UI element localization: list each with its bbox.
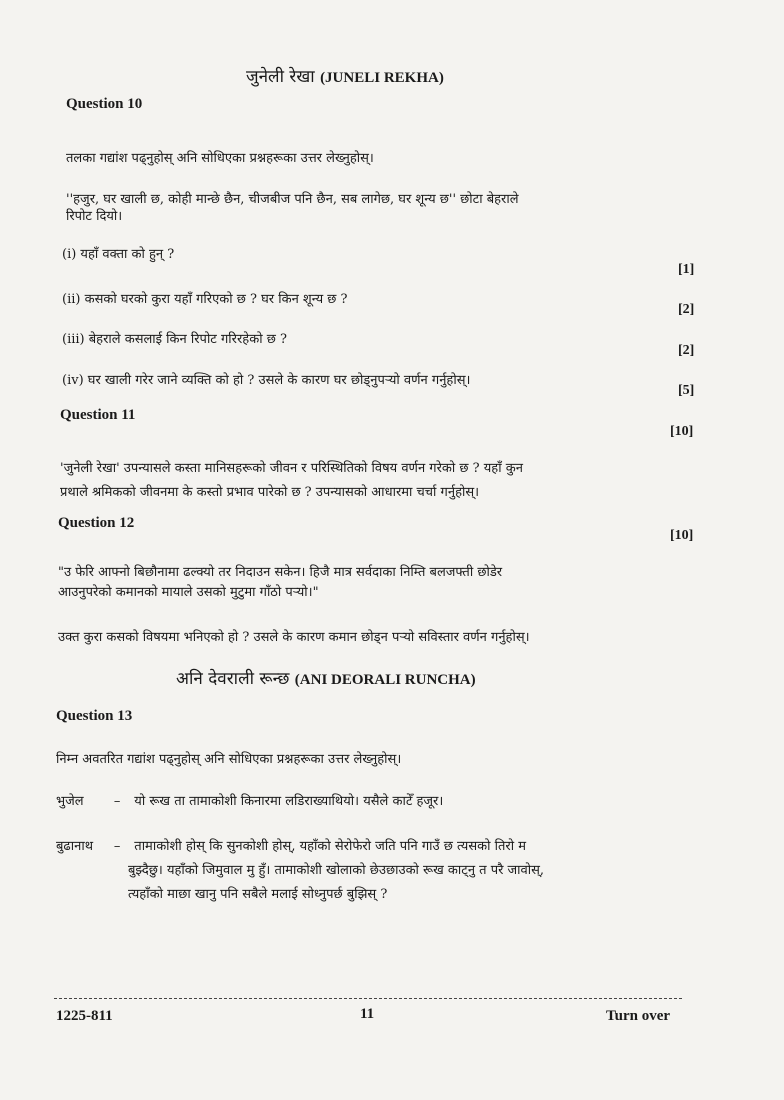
section-title-np: जुनेली रेखा [246,67,315,87]
section-title-en: (JUNELI REKHA) [320,70,444,86]
question-13-heading: Question 13 [56,708,133,724]
q10-quote-line1: ''हजुर, घर खाली छ, कोही मान्छे छैन, चीजबीज पनि छैन, सब लागेछ, घर शून्य छ'' छोटा बेहराले [66,192,519,207]
question-10-heading: Question 10 [66,96,143,112]
q10-instruction: तलका गद्यांश पढ्नुहोस् अनि सोधिएका प्रश्नहरूका उत्तर लेख्नुहोस्। [66,151,374,166]
question-12-heading: Question 12 [58,515,135,531]
q10-item-iv-marks: [5] [678,383,695,398]
footer-page-number: 11 [360,1006,375,1022]
q12-marks: [10] [670,528,694,543]
q10-item-iv: (iv) घर खाली गरेर जाने व्यक्ति को हो ? उसले के कारण घर छोड्नुपऱ्यो वर्णन गर्नुहोस्। [62,373,471,388]
q10-item-iii-marks: [2] [678,343,695,358]
q11-line1: 'जुनेली रेखा' उपन्यासले कस्ता मानिसहरूको जीवन र परिस्थितिको विषय वर्णन गरेको छ ? यहाँ कुन [60,461,523,476]
q10-item-i: (i) यहाँ वक्ता को हुन् ? [62,247,175,262]
q11-marks: [10] [670,424,694,439]
q10-item-ii-marks: [2] [678,302,695,317]
question-11-heading: Question 11 [60,407,136,423]
q12-quote-line1: "उ फेरि आफ्नो बिछौनामा ढल्क्यो तर निदाउन सकेन। हिजै मात्र सर्वदाका निम्ति बलजफ्ती छोडेर [58,565,503,580]
q13-speaker2-line2: बुझ्दैछु। यहाँको जिमुवाल मु हुँ। तामाकोशी खोलाको छेउछाउको रूख काट्नु त परै जावोस्, [128,863,545,878]
q12-quote-line2: आउनुपरेको कमानको मायाले उसको मुटुमा गाँठो पऱ्यो।" [58,585,319,600]
speaker-line: यो रूख ता तामाकोशी किनारमा लडिराख्याथियो। यसैले काटेँ हजूर। [134,794,444,809]
section-title-ani-deorali-runcha [176,666,476,689]
q10-item-ii: (ii) कसको घरको कुरा यहाँ गरिएको छ ? घर किन शून्य छ ? [62,292,348,307]
q11-line2: प्रथाले श्रमिकको जीवनमा के कस्तो प्रभाव पारेको छ ? उपन्यासको आधारमा चर्चा गर्नुहोस्। [60,485,480,500]
section-title-np: अनि देवराली रून्छ [176,669,290,689]
q13-speaker1-row [56,791,443,813]
section-title-en: (ANI DEORALI RUNCHA) [294,672,476,688]
q13-speaker2-line3: त्यहाँको माछा खानु पनि सबैले मलाई सोध्नुपर्छ बुझिस् ? [128,887,388,902]
q10-item-iii: (iii) बेहराले कसलाई किन रिपोट गरिरहेको छ ? [62,332,287,347]
speaker-dash: – [113,839,121,854]
speaker-name: बुढानाथ [56,839,93,854]
speaker-line: तामाकोशी होस् कि सुनकोशी होस्, यहाँको सेरोफेरो जति पनि गाउँ छ त्यसको तिरो म [134,839,526,854]
speaker-dash: – [113,794,121,809]
footer-divider [54,998,682,999]
q13-speaker2-row [56,836,526,858]
speaker-name: भुजेल [56,794,84,809]
footer-turn-over: Turn over [606,1008,671,1024]
q10-quote-line2: रिपोट दियो। [66,209,123,224]
section-title-juneli-rekha [246,64,444,87]
q10-item-i-marks: [1] [678,262,695,277]
footer-paper-code: 1225-811 [56,1008,113,1024]
q13-instruction: निम्न अवतरित गद्यांश पढ्नुहोस् अनि सोधिएका प्रश्नहरूका उत्तर लेख्नुहोस्। [56,752,402,767]
q12-question: उक्त कुरा कसको विषयमा भनिएको हो ? उसले के कारण कमान छोड्न पऱ्यो सविस्तार वर्णन गर्नुहोस्। [58,630,530,645]
